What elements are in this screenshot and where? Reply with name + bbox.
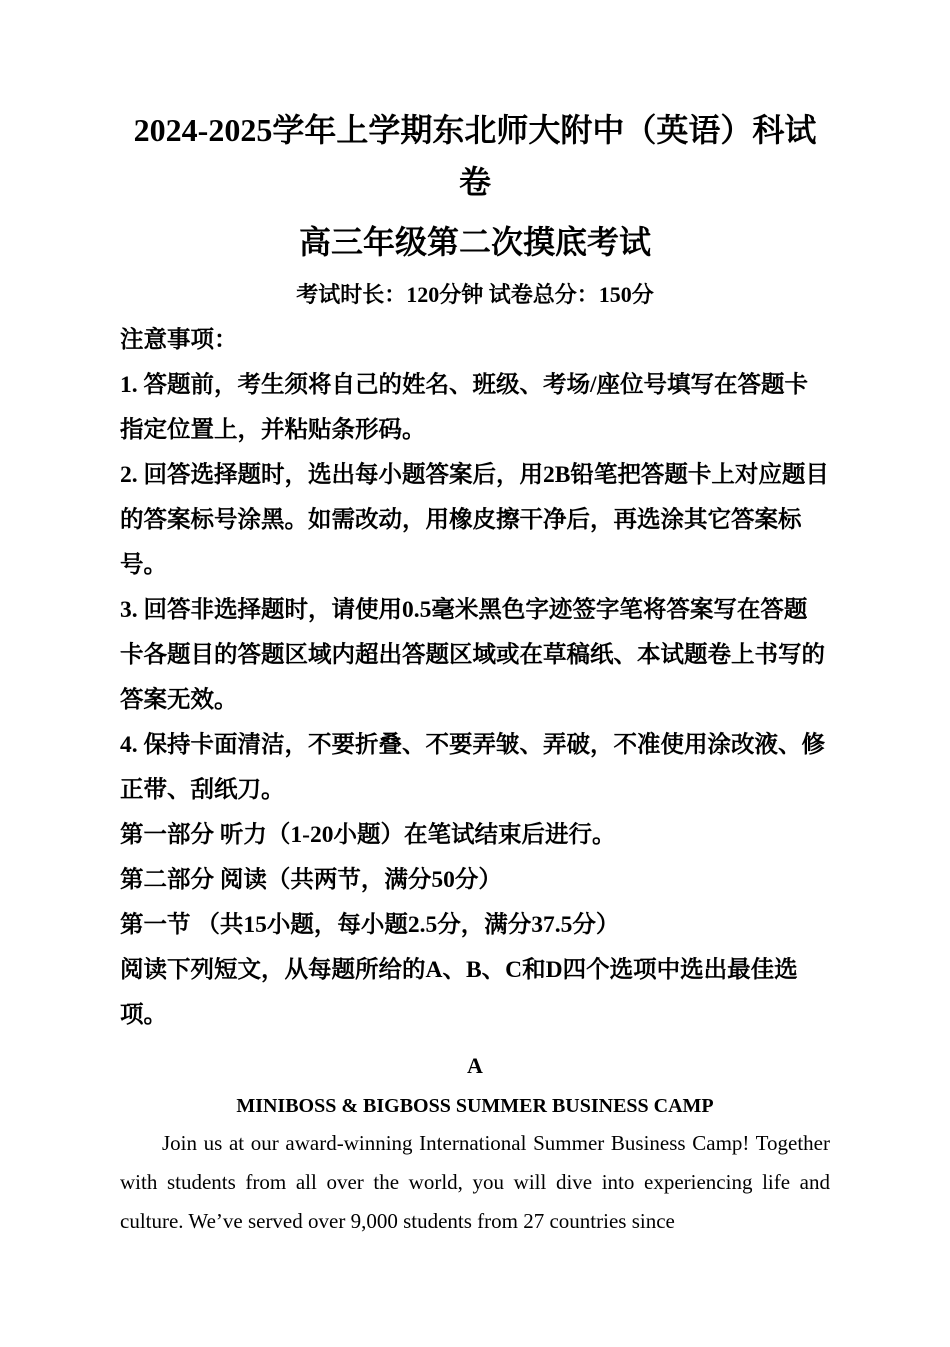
exam-page <box>120 0 830 1241</box>
notice-block <box>120 318 830 1038</box>
notice-item: 1. 答题前，考生须将自己的姓名、班级、考场/座位号填写在答题卡指定位置上，并粘贴条形码。 <box>120 372 809 443</box>
exam-subtitle: 高三年级第二次摸底考试 <box>298 224 651 260</box>
reading-instruction: 阅读下列短文，从每题所给的A、B、C和D四个选项中选出最佳选项。 <box>120 957 798 1028</box>
part2-heading: 第二部分 阅读（共两节，满分50分） <box>120 867 502 893</box>
notice-item: 3. 回答非选择题时，请使用0.5毫米黑色字迹签字笔将答案写在答题卡各题目的答题区域内超出答题区域或在草稿纸、本试题卷上书写的答案无效。 <box>120 597 825 713</box>
section1-heading: 第一节 （共15小题，每小题2.5分，满分37.5分） <box>120 912 620 938</box>
exam-meta: 考试时长：120分钟 试卷总分：150分 <box>296 282 654 307</box>
exam-title: 2024-2025学年上学期东北师大附中（英语）科试卷 <box>133 112 817 200</box>
passage-text: Join us at our award-winning International Summer Business Camp! Together with students from all over the world, you will dive into experiencing life and culture. We’ve served over 9,000 students from 27 countries since <box>120 1131 830 1233</box>
notice-item: 4. 保持卡面清洁，不要折叠、不要弄皱、弄破，不准使用涂改液、修正带、刮纸刀。 <box>120 732 825 803</box>
passage-title: MINIBOSS & BIGBOSS SUMMER BUSINESS CAMP <box>236 1095 714 1117</box>
notice-heading: 注意事项： <box>120 327 238 353</box>
part1-heading: 第一部分 听力（1-20小题）在笔试结束后进行。 <box>120 822 616 848</box>
notice-item: 2. 回答选择题时，选出每小题答案后，用2B铅笔把答题卡上对应题目的答案标号涂黑。如需改动，用橡皮擦干净后，再选涂其它答案标号。 <box>120 462 829 578</box>
passage-letter: A <box>467 1053 483 1078</box>
